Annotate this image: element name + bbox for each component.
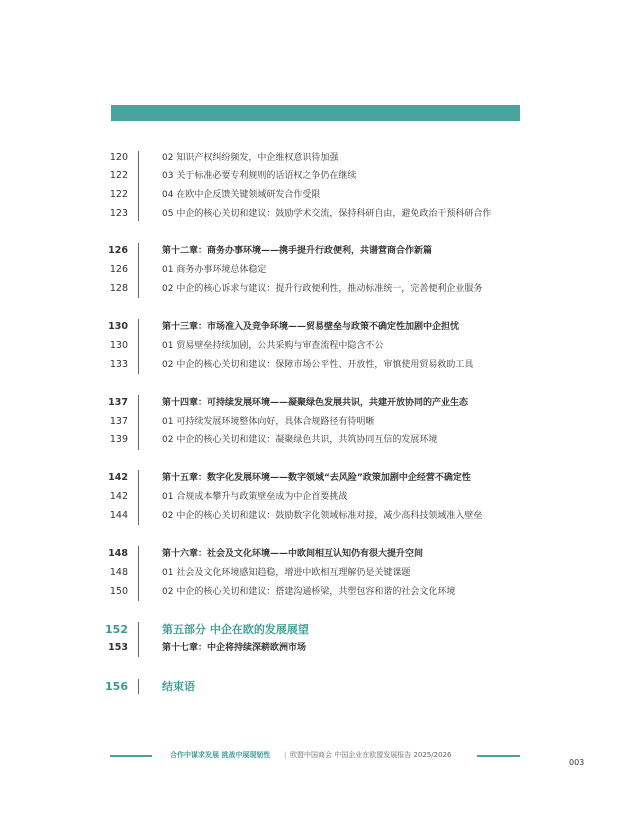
toc-entry[interactable] [0, 168, 630, 184]
toc-page-number: 122 [109, 170, 128, 181]
toc-title: 01 合规成本攀升与政策壁垒成为中企首要挑战 [162, 492, 348, 502]
toc-page-number: 120 [109, 152, 128, 163]
toc-page-number: 142 [108, 472, 128, 483]
toc-entry[interactable] [0, 150, 630, 166]
toc-title: 02 中企的核心诉求与建议：提升行政便利性，推动标准统一，完善便利企业服务 [162, 284, 483, 294]
toc-entry[interactable] [0, 262, 630, 278]
toc-page-number: 153 [108, 642, 128, 653]
toc-entry[interactable] [0, 187, 630, 203]
toc-entry[interactable] [0, 432, 630, 448]
toc-entry[interactable] [0, 489, 630, 505]
toc-entry[interactable] [0, 281, 630, 297]
toc-page-number: 123 [109, 208, 128, 219]
toc-title: 02 中企的核心关切和建议：保障市场公平性、开放性，审慎使用贸易救助工具 [162, 360, 474, 370]
toc-conclusion-entry[interactable] [0, 679, 630, 695]
toc-title: 02 中企的核心关切和建议：凝聚绿色共识，共筑协同互信的发展环境 [162, 435, 438, 445]
toc-page-number: 139 [109, 434, 128, 445]
toc-page-number: 137 [108, 397, 128, 408]
header-accent-bar [111, 105, 520, 121]
toc-page-number: 130 [108, 321, 128, 332]
footer-slogan: 合作中谋求发展 挑战中展现韧性 [170, 751, 271, 759]
toc-chapter-entry[interactable] [0, 546, 630, 562]
toc-page-number: 144 [109, 510, 128, 521]
toc-page-number: 148 [108, 548, 128, 559]
toc-page-number: 130 [109, 340, 128, 351]
toc-page-number: 128 [109, 283, 128, 294]
toc-part-entry[interactable] [0, 622, 630, 638]
toc-entry[interactable] [0, 508, 630, 524]
toc-title: 01 商务办事环境总体稳定 [162, 265, 267, 275]
toc-chapter-title: 第十六章：社会及文化环境——中欧间相互认知仍有很大提升空间 [162, 549, 424, 559]
toc-chapter-entry[interactable] [0, 319, 630, 335]
toc-chapter-title: 第十五章：数字化发展环境——数字领域“去风险”政策加剧中企经营不确定性 [162, 473, 471, 483]
toc-title: 01 社会及文化环境感知趋稳，增进中欧相互理解仍是关键课题 [162, 568, 411, 578]
page-footer [0, 747, 630, 763]
toc-chapter-entry[interactable] [0, 243, 630, 259]
footer-line-right [477, 755, 520, 757]
toc-title: 02 中企的核心关切和建议：搭建沟通桥梁，共塑包容和谐的社会文化环境 [162, 587, 456, 597]
toc-page-number: 156 [105, 680, 128, 693]
toc-page-number: 133 [109, 359, 128, 370]
toc-entry[interactable] [0, 414, 630, 430]
toc-title: 01 贸易壁垒持续加剧，公共采购与审查流程中隐含不公 [162, 341, 384, 351]
toc-chapter-title: 第十三章：市场准入及竞争环境——贸易壁垒与政策不确定性加剧中企担忧 [162, 322, 460, 332]
toc-entry[interactable] [0, 338, 630, 354]
toc-title: 02 知识产权纠纷频发，中企维权意识待加强 [162, 153, 339, 163]
toc-page-number: 152 [105, 623, 128, 636]
footer-line-left [110, 755, 152, 757]
toc-page-number: 122 [109, 189, 128, 200]
toc-chapter-title: 第十七章：中企将持续深耕欧洲市场 [162, 643, 307, 653]
page-number: 003 [569, 758, 585, 767]
toc-page-number: 126 [109, 264, 128, 275]
toc-title: 04 在欧中企反馈关键领域研发合作受限 [162, 190, 321, 200]
toc-title: 05 中企的核心关切和建议：鼓励学术交流，保持科研自由，避免政治干预科研合作 [162, 209, 492, 219]
toc-page-number: 137 [109, 416, 128, 427]
toc-entry[interactable] [0, 206, 630, 222]
toc-chapter-title: 第十四章：可持续发展环境——凝聚绿色发展共识，共建开放协同的产业生态 [162, 398, 469, 408]
toc-chapter-entry[interactable] [0, 470, 630, 486]
toc-chapter-entry[interactable] [0, 395, 630, 411]
toc-page-number: 150 [109, 586, 128, 597]
toc-entry[interactable] [0, 565, 630, 581]
toc-conclusion-title: 结束语 [162, 680, 195, 693]
toc-title: 01 可持续发展环境整体向好，具体合规路径有待明晰 [162, 417, 375, 427]
toc-title: 02 中企的核心关切和建议：鼓励数字化领域标准对接，减少高科技领域准入壁垒 [162, 511, 483, 521]
toc-chapter-entry[interactable] [0, 640, 630, 656]
toc-page-number: 142 [109, 491, 128, 502]
toc-entry[interactable] [0, 584, 630, 600]
footer-report-title: 欧盟中国商会 中国企业在欧盟发展报告 2025/2026 [290, 751, 452, 759]
toc-page-number: 148 [109, 567, 128, 578]
toc-entry[interactable] [0, 357, 630, 373]
toc-title: 03 关于标准必要专利规则的话语权之争仍在继续 [162, 171, 357, 181]
toc-part-title: 第五部分 中企在欧的发展展望 [162, 623, 309, 636]
toc-page-number: 126 [108, 245, 128, 256]
toc-chapter-title: 第十二章：商务办事环境——携手提升行政便利，共谱营商合作新篇 [162, 246, 433, 256]
footer-separator: | [284, 751, 287, 759]
